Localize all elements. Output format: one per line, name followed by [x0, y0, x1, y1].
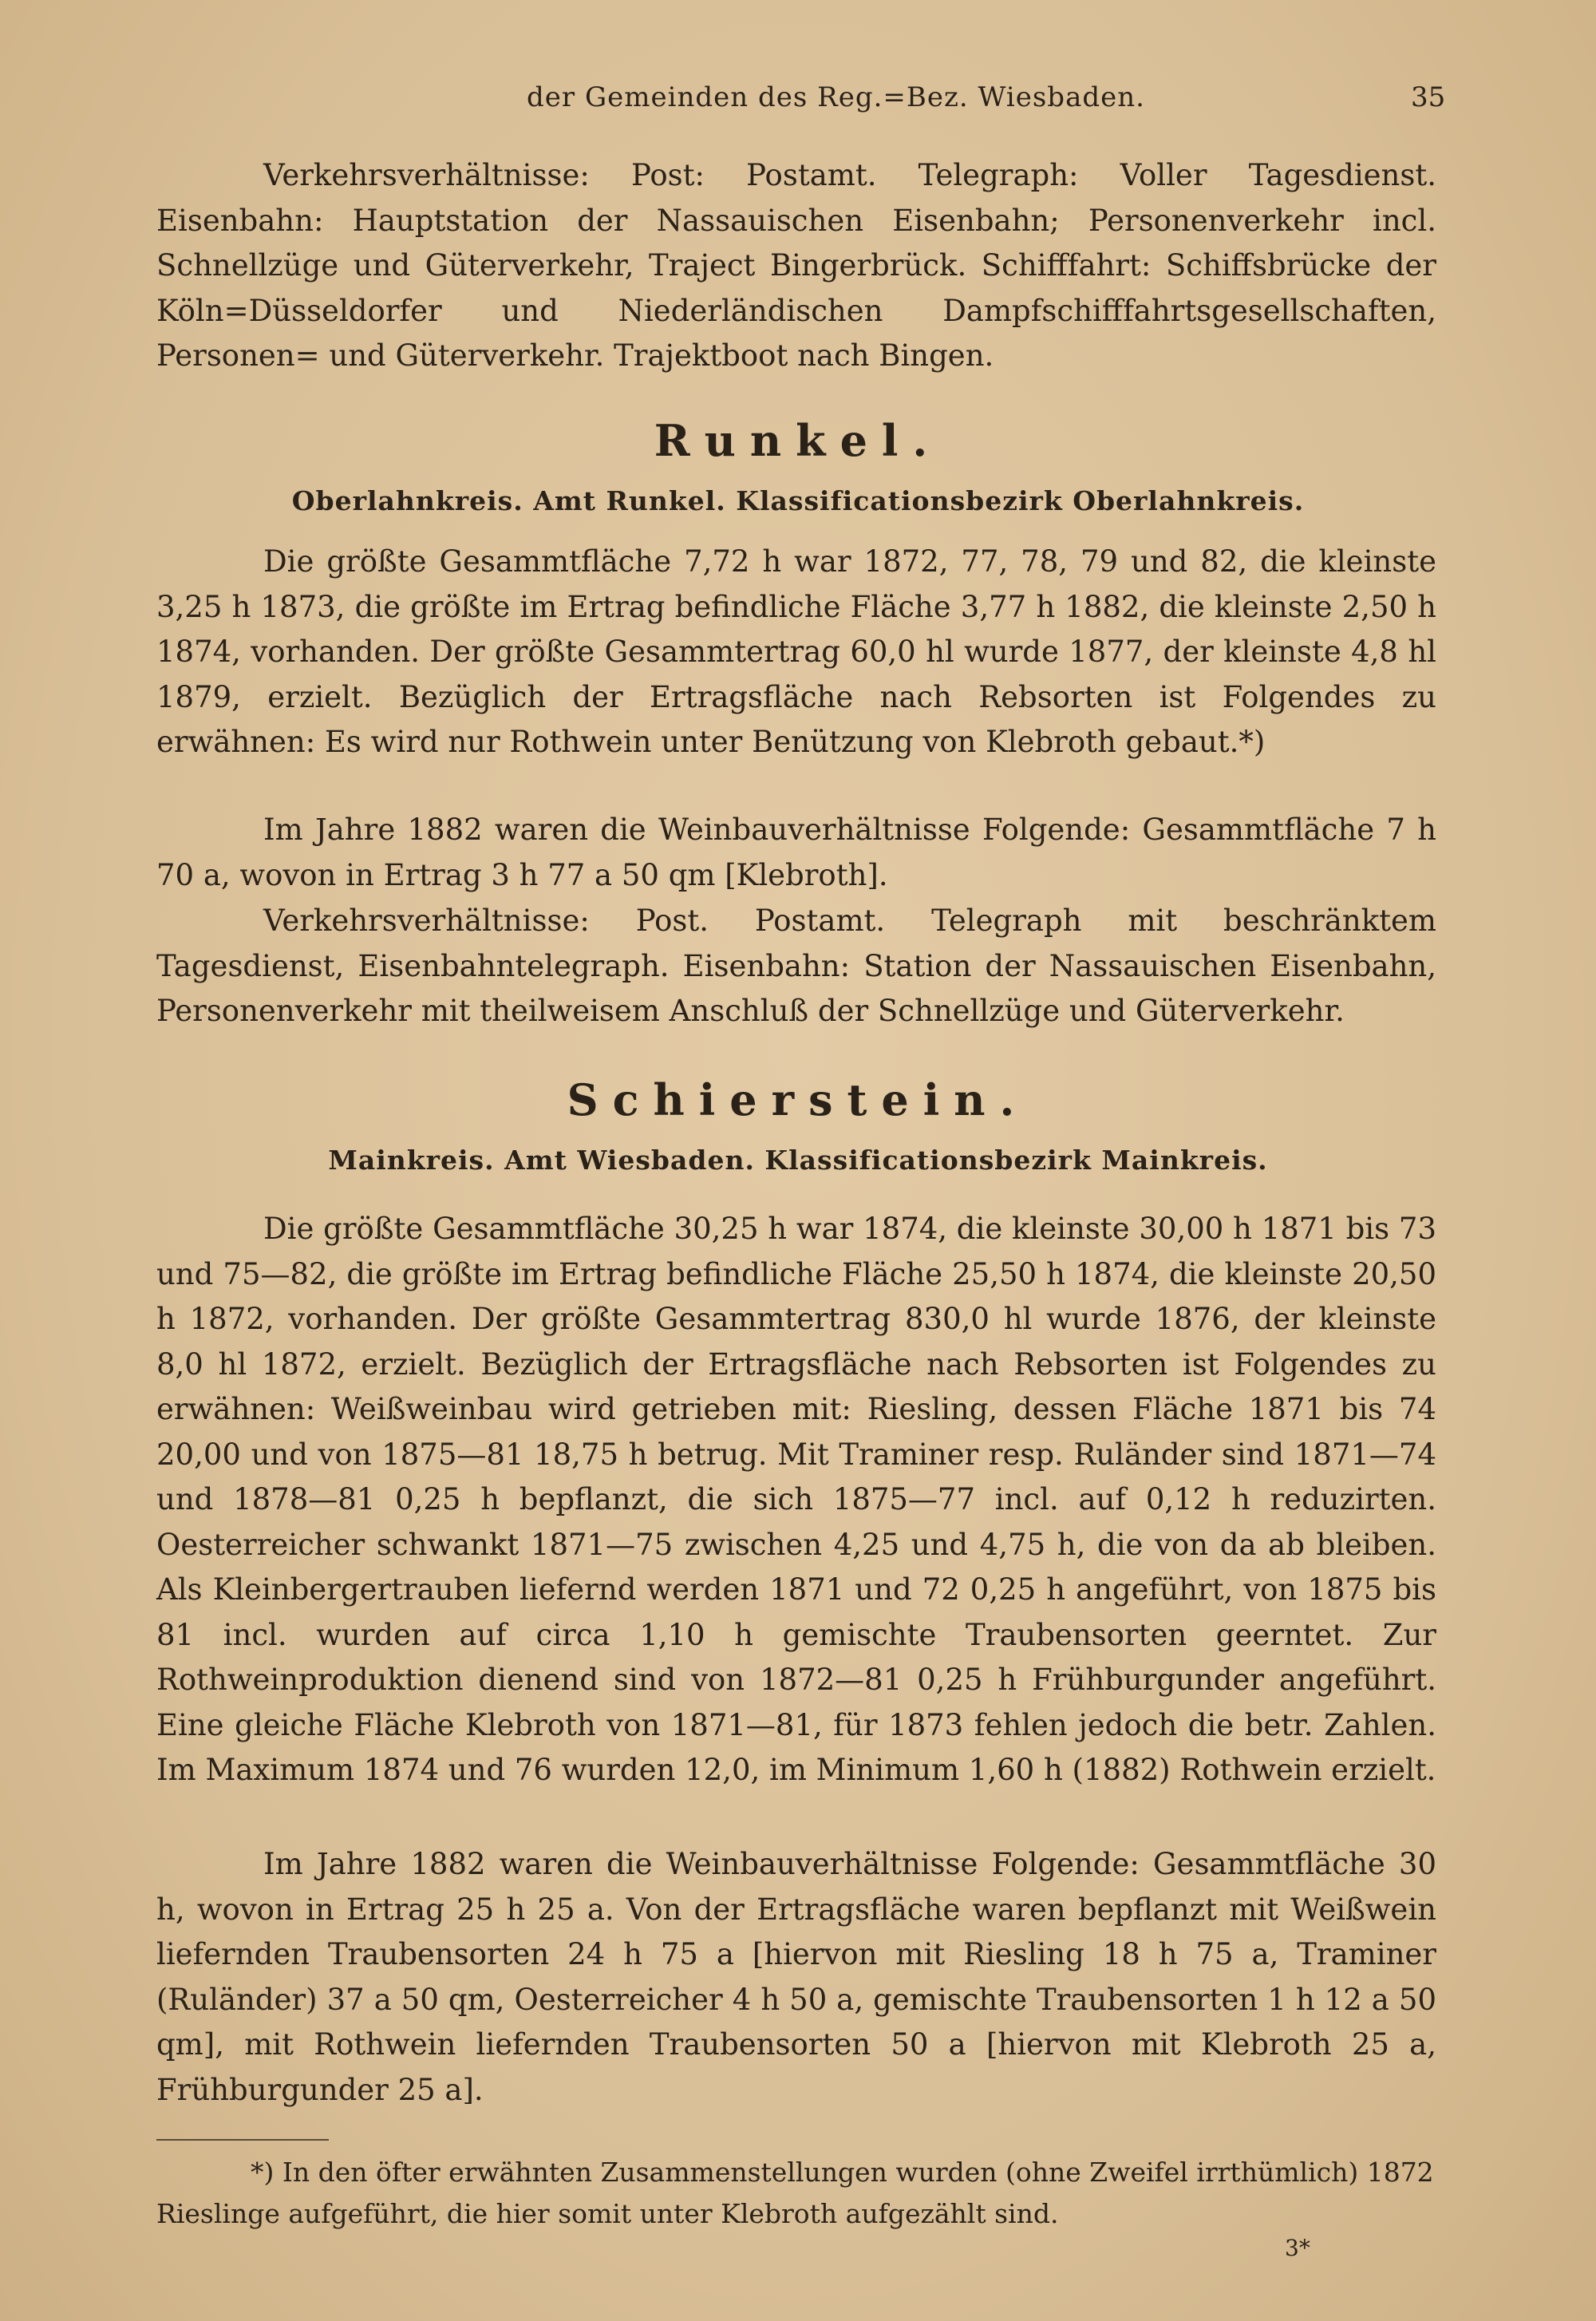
- intro-transport-text: Verkehrsverhältnisse: Post: Postamt. Telegraph: Voller Tagesdienst. Eisenbahn: Hauptstation der Nassauischen Eisenbahn; Personenverkehr incl. Schnellzüge und Güterverkehr, Traject Bingerbrück. Schifffahrt: Schiffsbrücke der Köln=Düsseldorfer und Niederländischen Dampfschifffahrtsgesellschaften, Personen= und Güterverkehr. Trajektboot nach Bingen.: [156, 158, 1436, 373]
- runkel-paragraph-2-text: Im Jahre 1882 waren die Weinbauverhältnisse Folgende: Gesammtfläche 7 h 70 a, wovon in Ertrag 3 h 77 a 50 qm [Klebroth].: [156, 813, 1436, 892]
- runkel-paragraph-2: [156, 808, 1436, 898]
- schierstein-paragraph-2-text: Im Jahre 1882 waren die Weinbauverhältnisse Folgende: Gesammtfläche 30 h, wovon in Ertrag 25 h 25 a. Von der Ertragsfläche waren bepflanzt mit Weißwein liefernden Traubensorten 24 h 75 a [hiervon mit Riesling 18 h 75 a, Traminer (Ruländer) 37 a 50 qm, Oesterreicher 4 h 50 a, gemischte Traubensorten 1 h 12 a 50 qm], mit Rothwein liefernden Traubensorten 50 a [hiervon mit Klebroth 25 a, Frühburgunder 25 a].: [156, 1847, 1436, 2107]
- section-heading-runkel: Runkel.: [654, 415, 942, 466]
- footnote: [156, 2152, 1436, 2235]
- page-number: 35: [1411, 81, 1446, 113]
- running-header: der Gemeinden des Reg.=Bez. Wiesbaden.: [527, 81, 1145, 113]
- schierstein-paragraph-1: [156, 1207, 1436, 1793]
- schierstein-paragraph-2: [156, 1842, 1436, 2113]
- schierstein-paragraph-1-text: Die größte Gesammtfläche 30,25 h war 1874, die kleinste 30,00 h 1871 bis 73 und 75—82, die größte im Ertrag befindliche Fläche 25,50 h 1874, die kleinste 20,50 h 1872, vorhanden. Der größte Gesammtertrag 830,0 hl wurde 1876, der kleinste 8,0 hl 1872, erzielt. Bezüglich der Ertragsfläche nach Rebsorten ist Folgendes zu erwähnen: Weißweinbau wird getrieben mit: Riesling, dessen Fläche 1871 bis 74 20,00 und von 1875—81 18,75 h betrug. Mit Traminer resp. Ruländer sind 1871—74 und 1878—81 0,25 h bepflanzt, die sich 1875—77 incl. auf 0,12 h reduzirten. Oesterreicher schwankt 1871—75 zwischen 4,25 und 4,75 h, die von da ab bleiben. Als Kleinbergertrauben liefernd werden 1871 und 72 0,25 h angeführt, von 1875 bis 81 incl. wurden auf circa 1,10 h gemischte Traubensorten geerntet. Zur Rothweinproduktion dienend sind von 1872—81 0,25 h Frühburgunder angeführt. Eine gleiche Fläche Klebroth von 1871—81, für 1873 fehlen jedoch die betr. Zahlen. Im Maximum 1874 und 76 wurden 12,0, im Minimum 1,60 h (1882) Rothwein erzielt.: [156, 1212, 1436, 1787]
- section-subheading-runkel: Oberlahnkreis. Amt Runkel. Klassificationsbezirk Oberlahnkreis.: [291, 485, 1305, 516]
- runkel-paragraph-1: [156, 540, 1436, 765]
- runkel-paragraph-3: [156, 899, 1436, 1034]
- section-subheading-schierstein: Mainkreis. Amt Wiesbaden. Klassificationsbezirk Mainkreis.: [328, 1145, 1268, 1176]
- section-heading-schierstein: Schierstein.: [567, 1074, 1029, 1125]
- signature-mark: 3*: [1285, 2235, 1310, 2261]
- runkel-paragraph-1-text: Die größte Gesammtfläche 7,72 h war 1872, 77, 78, 79 und 82, die kleinste 3,25 h 1873, die größte im Ertrag befindliche Fläche 3,77 h 1882, die kleinste 2,50 h 1874, vorhanden. Der größte Gesammtertrag 60,0 hl wurde 1877, der kleinste 4,8 hl 1879, erzielt. Bezüglich der Ertragsfläche nach Rebsorten ist Folgendes zu erwähnen: Es wird nur Rothwein unter Benützung von Klebroth gebaut.*): [156, 544, 1436, 759]
- intro-transport-paragraph: [156, 153, 1436, 379]
- footnote-divider: [156, 2139, 329, 2141]
- footnote-text: *) In den öfter erwähnten Zusammenstellungen wurden (ohne Zweifel irrthümlich) 1872 Rieslinge aufgeführt, die hier somit unter Klebroth aufgezählt sind.: [156, 2157, 1434, 2229]
- runkel-paragraph-3-text: Verkehrsverhältnisse: Post. Postamt. Telegraph mit beschränktem Tagesdienst, Eisenbahntelegraph. Eisenbahn: Station der Nassauischen Eisenbahn, Personenverkehr mit theilweisem Anschluß der Schnellzüge und Güterverkehr.: [156, 903, 1436, 1028]
